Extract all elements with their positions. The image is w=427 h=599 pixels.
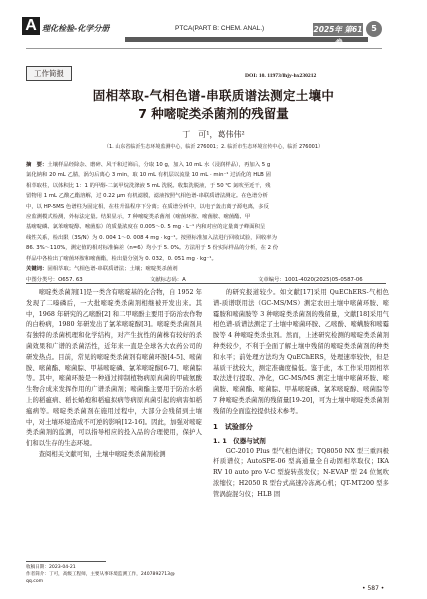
abstract-line: 相萃取柱，以体积比 1：1 的甲醇-二氯甲烷洗涤液 5 mL 洗脱。收集洗脱液，于 50 ℃ 氮吹至近干，残: [26, 182, 271, 189]
abstract-line: 线性关系，检出限（3S/N）为 0. 004 1～0. 008 4 mg · kg⁻¹。按照标准加入法进行回收试验，回收率为: [26, 234, 277, 241]
body-right-column: [213, 288, 389, 501]
abstract-line: 样品中各检出了嘧菌环胺和嘧菌酯，检出量分别为 0. 032，0. 051 mg · kg⁻¹。: [26, 255, 217, 262]
paper-title-line-2: 7 种嘧啶类杀菌剂的残留量: [138, 106, 289, 121]
header-bar: [125, 37, 368, 42]
journal-logo: A: [22, 17, 40, 35]
section-heading: 1 试验部分: [213, 422, 253, 431]
page-number: • 587 •: [362, 585, 385, 592]
keywords-label: 关键词：: [26, 266, 48, 272]
header-divider: [26, 48, 382, 49]
paragraph: 查阅相关文献可知，土壤中嘧啶类杀菌剂检测: [38, 450, 166, 458]
abstract-divider: [26, 283, 386, 284]
paragraph: GC-2010 Plus 型气相色谱仪；TQ8050 NX 型三重四极杆质谱仪；AutoSPE-06 型高通量全自动固相萃取仪；IKA RV 10 auto pro V-C 型旋转蒸发仪；N-EVAP 型 24 位氮吹浓缩仪；H2050 R 型台式高速冷冻离心机；QT-MT200 型多管涡旋混匀仪；HLB 固: [213, 447, 389, 498]
issue-circle: 5: [366, 21, 382, 37]
authors: 丁 可¹，葛伟伟²: [182, 130, 245, 139]
footnote-author: 作者简介：丁可，高级工程师，主要从事环境监测工作，2407892713@: [26, 572, 175, 577]
abstract-line: 86. 3%～110%，测定值的相对标准偏差（n=6）均小于 5. 0%。方法用于 5 份实际样品的分析，在 2 份: [26, 245, 279, 252]
abstract-label: 摘 要：: [26, 162, 48, 168]
paragraph: 的研究报道较少。如文献[17]采用 QuEChERS-气相色谱-质谱联用法（GC-MS/MS）测定农田土壤中嘧菌环胺、嘧霉胺和嘧菌胺等 3 种嘧啶类杀菌剂的残留量，文献[18]采用气相色谱-质谱法测定了土壤中嘧菌环胺、乙嘧酚、嘧螨胺和嘧霉胺等 4 种嘧啶类杀虫剂。然而，上述研究检测的嘧啶类杀菌剂种类较少，不利于全面了解土壤中残留的嘧啶类杀菌剂的种类和水平；前处理方法均为 QuEChERS，处理速率较快，但是基质干扰较大，测定准确度偏低。鉴于此，本工作采用固相萃取法进行提取、净化，GC-MS/MS 测定土壤中嘧菌环胺、嘧菌胺、嘧菌酯、嘧菌腙、甲基嘧啶磷、氯苯嘧啶醇、嘧菌腙等 7 种嘧啶类杀菌剂的残留量[19-20]，可为土壤中嘧啶类杀菌剂残留的全面监控提供技术参考。: [213, 289, 389, 415]
affiliation: （1. 山东省临沂生态环境监测中心，临沂 276001；2. 临沂市生态环境宣传中心，临沂 276001）: [103, 144, 324, 150]
footnote-author-cont: qq.com: [26, 579, 44, 584]
footnote-divider: [26, 561, 106, 562]
running-header: PTCA(PART B: CHEM. ANAL.): [175, 25, 265, 32]
keywords: 关键词：固相萃取；气相色谱-串联质谱法；土壤；嘧啶类杀菌剂: [26, 266, 178, 272]
subsection-heading: 1. 1 仪器与试剂: [213, 436, 266, 445]
article-number: 文章编号：1001-4020(2025)05-0587-06: [258, 277, 363, 283]
abstract-line: 摘 要：土壤样品经除杂、磨碎、风干和过筛后，分取 10 g，加入 10 mL 水（浸润样品），再加入 5 g: [26, 162, 271, 168]
clc-number: 中图分类号：O657. 63: [26, 277, 83, 283]
document-code: 文献标志码：A: [150, 277, 186, 283]
abstract-line: 氯化钠和 20 mL 乙腈，涡匀后离心 3 min，取 10 mL 有机层以流量 10 mL · min⁻¹ 过活化的 HLB 固: [26, 172, 271, 179]
column-tag: 工作简报: [26, 66, 72, 81]
paragraph: 嘧啶类杀菌剂[1]是一类含有嘧啶基的化合物，自 1952 年发现了二嗪磷后，一大批嘧啶类杀菌剂相继被开发出来。其中，1968 年研究的乙嘧酚[2] 和二甲嘧酚主要用于防治农作物的白粉病，1980 年研发出了氯苯嘧啶醇[3]。嘧啶类杀菌剂具有独特的杀菌机理和化学结构，对产生抗性的菌株有较好的杀菌效果和广谱的杀菌活性，近年来一直是全球各大农药公司的研发热点。目前，常见的嘧啶类杀菌剂有嘧菌环胺[4-5]、嘧菌胺、嘧菌酯、嘧菌腙、甲基嘧啶磷、氯苯嘧啶醇[6-7]、嘧菌腙等。其中，嘧菌环胺是一种通过抑制植物病原真菌的甲硫氨酸生物合成来发挥作用的广谱杀菌剂；嘧菌酯主要用于防治水稻上的稻瘟病、稻长蝽炮和稻瘟拟病等病原真菌引起的病害如稻瘟病等。嘧啶类杀菌剂在施用过程中，大部分会残留到土壤中，对土壤环境造成不可逆的影响[12-16]。因此，加强对嘧啶类杀菌剂的监测，可以指导相应的投入品的合理使用，保护人们和以生存的生态环境。: [26, 289, 202, 448]
paper-title-line-1: 固相萃取-气相色谱-串联质谱法测定土壤中: [92, 88, 335, 103]
body-left-column: [26, 288, 202, 573]
footnote-received: 收稿日期：2023-04-21: [26, 565, 76, 570]
footnotes: [26, 564, 206, 585]
volume-badge: 2025年 第61卷: [313, 25, 363, 47]
doi[interactable]: DOI: 10. 11973/lhjy-hx230212: [245, 73, 317, 79]
abstract-line: 基嘧啶磷、氯苯嘧啶醇、嘧菌腙）的质量浓度在 0.005～0. 5 mg · L⁻¹ 内和对应的定量离子峰面积呈: [26, 224, 266, 231]
journal-short-name: 理化检验-化学分册: [42, 24, 110, 33]
abstract-line: 留物用 1 mL 乙酸乙酯溶解，过 0.22 μm 有机滤膜，滤液按照气相色谱-串联质谱法测定。在色谱分析: [26, 193, 268, 200]
abstract-line: 应监测模式检测，外标法定量。结果显示，7 种嘧啶类杀菌剂（嘧菌环胺、嘧菌胺、嘧菌酯、甲: [26, 214, 251, 220]
abstract-line: 中，以 HP-5MS 色谱柱为固定相，在柱升温程序下分离；在质谱分析中，以电子轰击离子源电离，多反: [26, 203, 269, 210]
